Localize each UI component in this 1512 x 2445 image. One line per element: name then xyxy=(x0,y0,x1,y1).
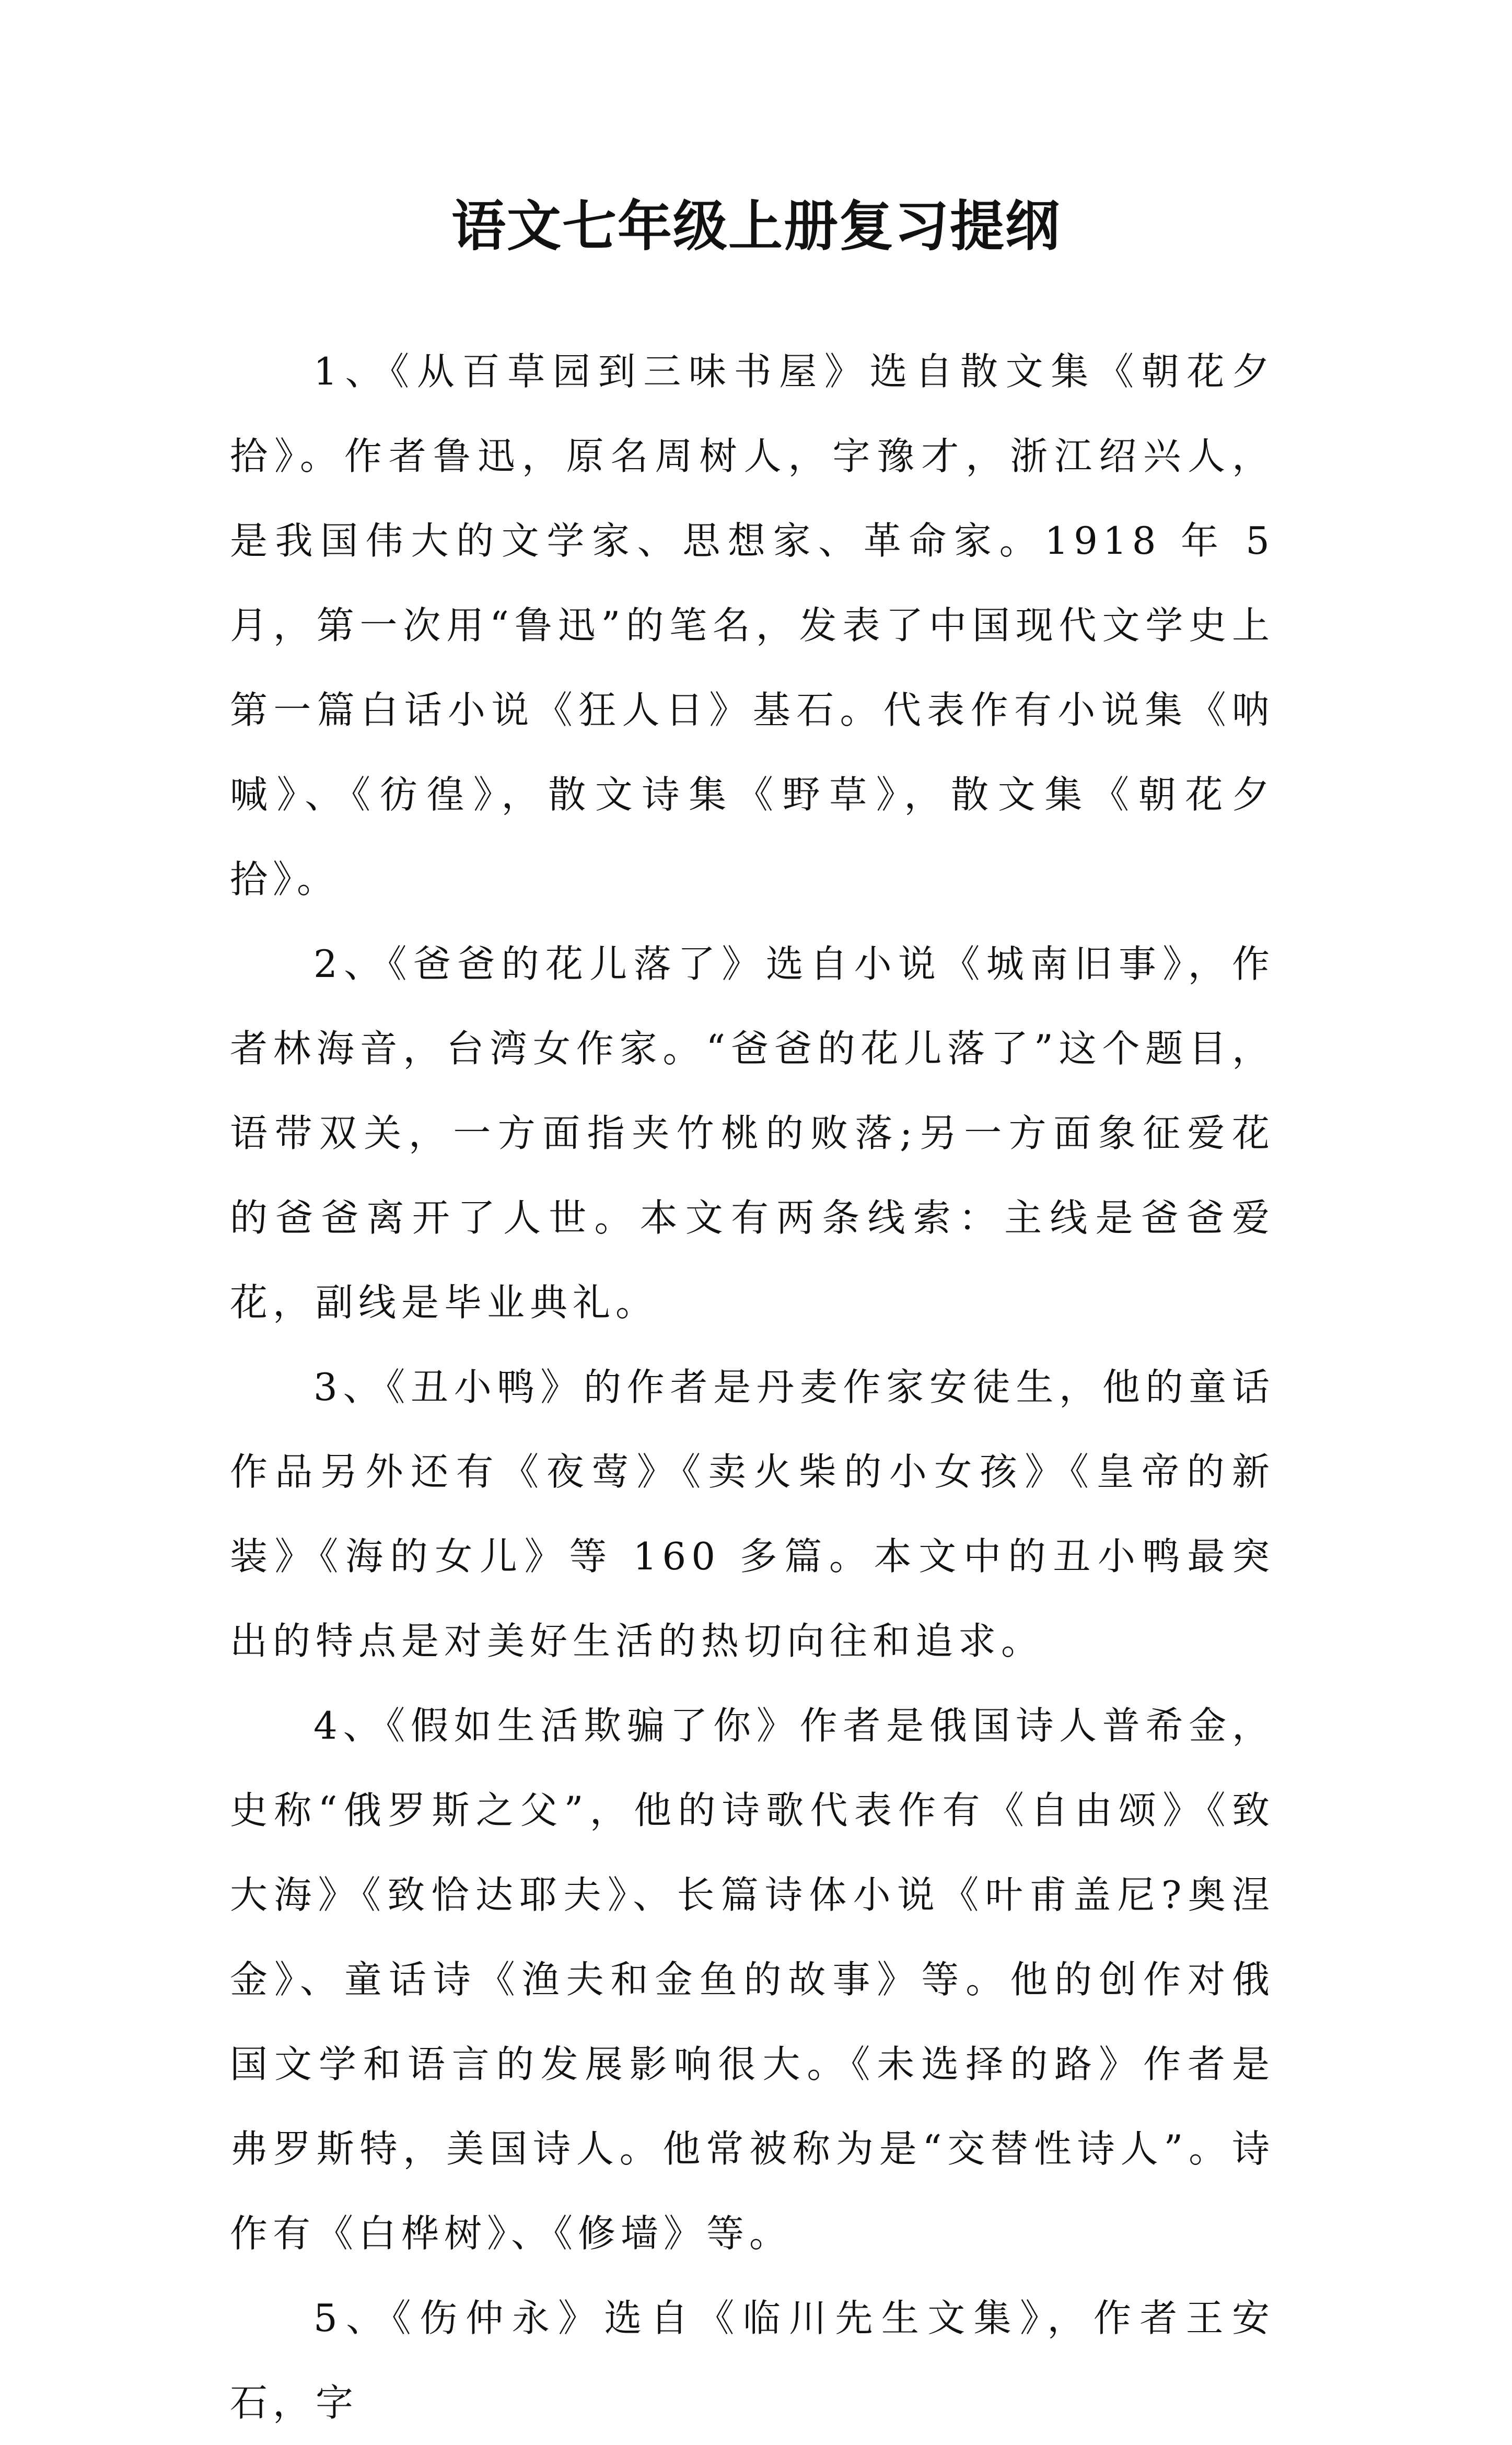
paragraph-2: 2、《爸爸的花儿落了》选自小说《城南旧事》，作者林海音，台湾女作家。“爸爸的花儿落了”这个题目，语带双关，一方面指夹竹桃的败落;另一方面象征爱花的爸爸离开了人世。本文有两条线索：主线是爸爸爱花，副线是毕业典礼。 xyxy=(230,942,1275,1324)
paragraph-3: 3、《丑小鸭》的作者是丹麦作家安徒生，他的童话作品另外还有《夜莺》《卖火柴的小女孩》《皇帝的新装》《海的女儿》等 160 多篇。本文中的丑小鸭最突出的特点是对美好生活的热切向往和追求。 xyxy=(230,1365,1275,1663)
paragraph-4: 4、《假如生活欺骗了你》作者是俄国诗人普希金，史称“俄罗斯之父”，他的诗歌代表作有《自由颂》《致大海》《致恰达耶夫》、长篇诗体小说《叶甫盖尼?奥涅金》、童话诗《渔夫和金鱼的故事》等。他的创作对俄国文学和语言的发展影响很大。《未选择的路》作者是弗罗斯特，美国诗人。他常被称为是“交替性诗人”。诗作有《白桦树》、《修墙》等。 xyxy=(230,1704,1275,2255)
page-title: 语文七年级上册复习提纲 xyxy=(451,194,1061,258)
document-body xyxy=(230,329,1275,2445)
paragraph-5: 5、《伤仲永》选自《临川先生文集》，作者王安石，字 xyxy=(230,2296,1275,2425)
paragraph-1: 1、《从百草园到三味书屋》选自散文集《朝花夕拾》。作者鲁迅，原名周树人，字豫才，浙江绍兴人，是我国伟大的文学家、思想家、革命家。1918 年 5 月，第一次用“鲁迅”的笔名，发表了中国现代文学史上第一篇白话小说《狂人日》基石。代表作有小说集《呐喊》、《彷徨》，散文诗集《野草》，散文集《朝花夕拾》。 xyxy=(230,350,1275,901)
